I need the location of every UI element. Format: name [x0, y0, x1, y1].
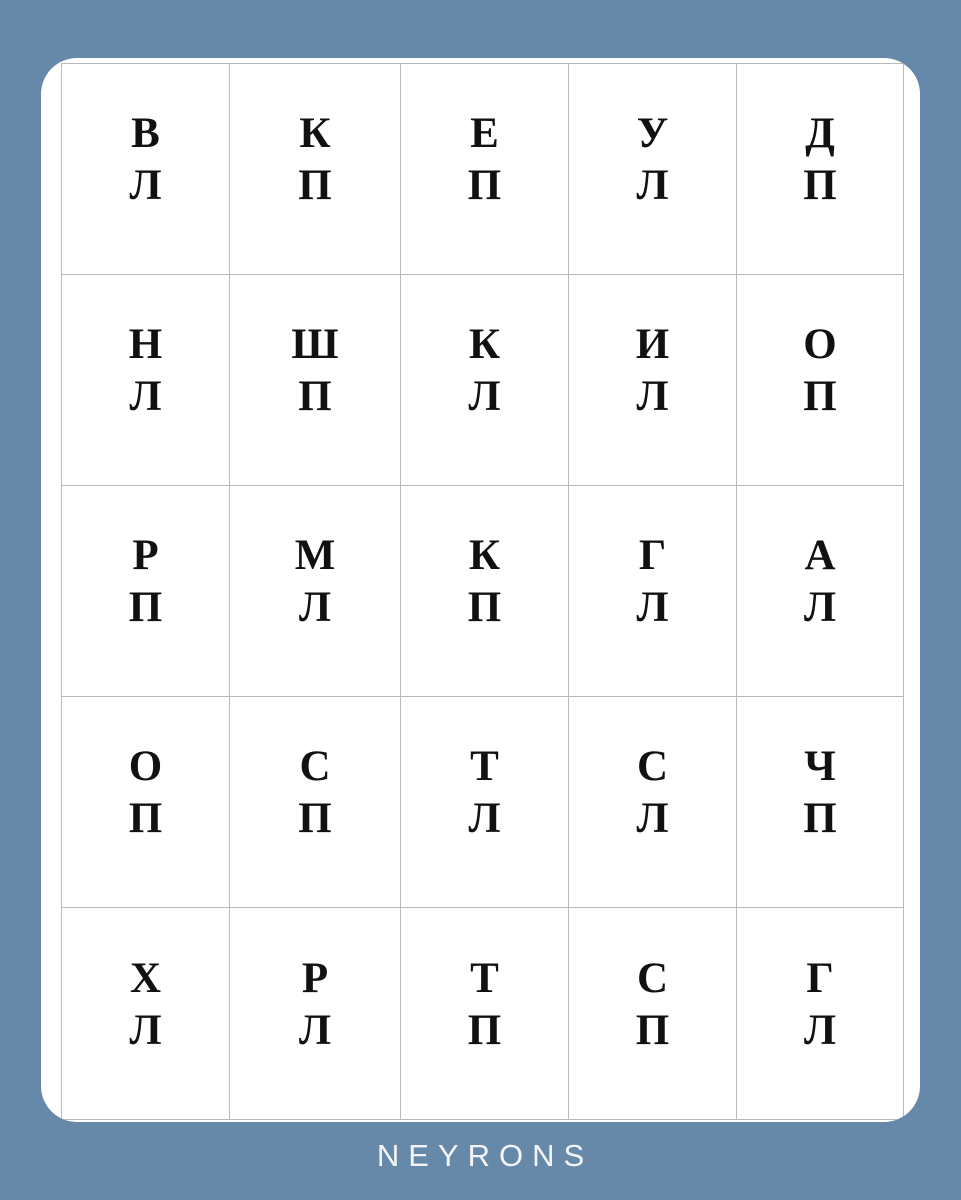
cell-letter-top: С [636, 743, 669, 790]
cell-letter-top: Р [132, 532, 159, 579]
grid-cell [401, 64, 569, 275]
cell-letter-bottom: Л [636, 162, 669, 209]
letter-card [41, 58, 920, 1122]
grid-cell [230, 908, 401, 1120]
grid-cell [401, 908, 569, 1120]
grid-cell [62, 908, 230, 1120]
cell-letter-bottom: П [467, 1006, 502, 1054]
grid-cell [569, 275, 737, 486]
cell-letter-bottom: П [467, 162, 502, 209]
cell-letter-top: В [131, 110, 160, 157]
grid-cell [230, 275, 401, 486]
cell-letter-bottom: П [298, 162, 332, 209]
cell-letter-bottom: П [298, 373, 332, 420]
cell-letter-bottom: Л [803, 1006, 837, 1054]
cell-letter-top: К [468, 321, 501, 368]
grid-cell [569, 64, 737, 275]
grid-cell [62, 486, 230, 697]
cell-letter-top: И [635, 321, 670, 368]
cell-letter-bottom: П [803, 373, 837, 420]
cell-letter-top: У [636, 110, 669, 157]
grid-cell [62, 64, 230, 275]
cell-letter-top: Н [128, 321, 163, 368]
cell-letter-bottom: Л [298, 584, 332, 631]
grid-cell [401, 275, 569, 486]
cell-letter-top: О [128, 743, 163, 790]
grid-cell [737, 697, 904, 908]
cell-letter-top: Р [301, 954, 329, 1002]
cell-letter-bottom: П [467, 584, 502, 631]
cell-letter-bottom: П [298, 795, 332, 842]
grid-cell [569, 697, 737, 908]
cell-letter-top: К [468, 532, 501, 579]
cell-letter-bottom: Л [468, 795, 501, 842]
grid-cell [737, 486, 904, 697]
cell-letter-bottom: Л [803, 584, 837, 631]
cell-letter-bottom: П [128, 795, 163, 842]
grid-cell [230, 486, 401, 697]
cell-letter-bottom: Л [636, 795, 669, 842]
cell-letter-bottom: Л [129, 373, 162, 420]
cell-letter-top: Д [805, 110, 835, 157]
grid-cell [230, 697, 401, 908]
grid-cell [62, 275, 230, 486]
cell-letter-top: М [294, 532, 336, 579]
cell-letter-top: Е [470, 110, 499, 157]
cell-letter-bottom: Л [636, 584, 669, 631]
cell-letter-bottom: Л [129, 162, 162, 209]
cell-letter-bottom: П [128, 584, 163, 631]
cell-letter-bottom: Л [129, 1006, 162, 1054]
cell-letter-top: Т [470, 743, 499, 790]
cell-letter-top: Г [638, 532, 667, 579]
cell-letter-bottom: П [803, 795, 837, 842]
grid-cell [569, 486, 737, 697]
letter-grid [61, 63, 903, 1119]
cell-letter-top: Ш [291, 321, 339, 368]
grid-cell [230, 64, 401, 275]
grid-cell [737, 908, 904, 1120]
grid-cell [569, 908, 737, 1120]
cell-letter-top: Х [129, 954, 162, 1002]
brand-label: NEYRONS [376, 1138, 594, 1173]
cell-letter-top: С [299, 743, 331, 790]
grid-cell [737, 64, 904, 275]
cell-letter-top: Ч [804, 743, 836, 790]
cell-letter-bottom: П [635, 1006, 670, 1054]
cell-letter-top: А [804, 532, 836, 579]
grid-cell [62, 697, 230, 908]
cell-letter-top: О [803, 321, 837, 368]
grid-cell [737, 275, 904, 486]
cell-letter-top: Т [470, 954, 499, 1002]
cell-letter-bottom: Л [468, 373, 501, 420]
cell-letter-bottom: П [803, 162, 837, 209]
grid-cell [401, 697, 569, 908]
cell-letter-bottom: Л [298, 1006, 332, 1054]
cell-letter-top: С [636, 954, 669, 1002]
grid-cell [401, 486, 569, 697]
cell-letter-bottom: Л [636, 373, 669, 420]
cell-letter-top: К [299, 110, 331, 157]
cell-letter-top: Г [806, 954, 834, 1002]
